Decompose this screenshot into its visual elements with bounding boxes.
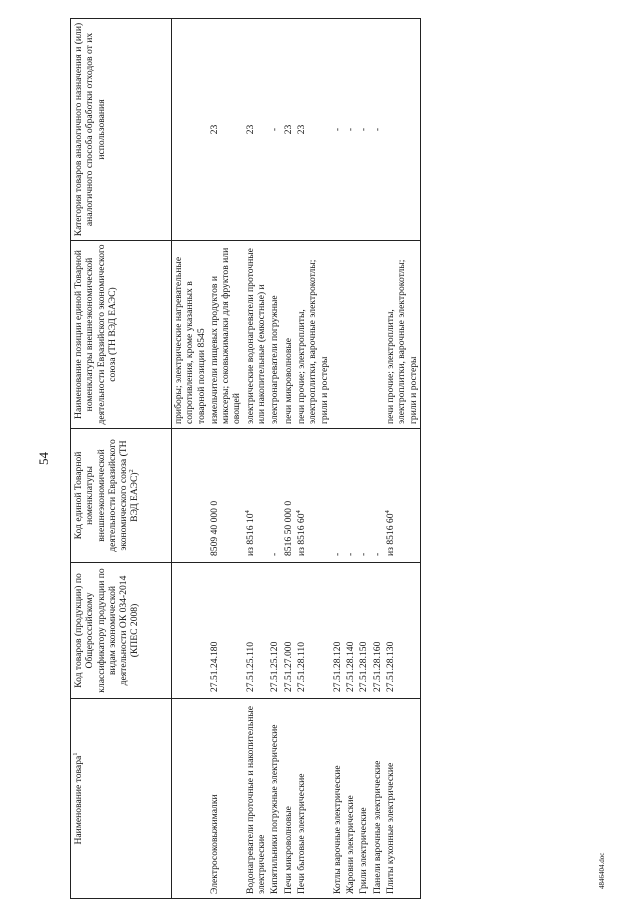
table-row xyxy=(371,19,384,899)
cell-category: - xyxy=(268,19,281,241)
footnote-marker: 4 xyxy=(383,510,391,514)
cell-tn-code: 8509 40 000 0 xyxy=(208,429,244,563)
cell-goods-name: Жаровни электрические xyxy=(344,699,357,899)
cell-okpd-code xyxy=(172,563,208,699)
cell-okpd-code: 27.51.24.180 xyxy=(208,563,244,699)
cell-category: 23 xyxy=(244,19,269,241)
cell-tn-code: из 8516 $10^4$ xyxy=(244,429,269,563)
cell-okpd-code: 27.51.25.120 xyxy=(268,563,281,699)
footnote-marker: 4 xyxy=(243,510,251,514)
cell-tn-code: 8516 50 000 0 xyxy=(282,429,295,563)
cell-okpd-code: 27.51.25.110 xyxy=(244,563,269,699)
table-row xyxy=(357,19,370,899)
cell-okpd-code: 27.51.28.140 xyxy=(344,563,357,699)
column-header-name: Наименование товара$^1$ xyxy=(71,699,172,899)
cell-tn-name xyxy=(371,241,384,429)
cell-goods-name: Печи микроволновые xyxy=(282,699,295,899)
footnote-marker: 4 xyxy=(294,510,302,514)
table-header-row xyxy=(71,19,172,899)
cell-tn-code: - xyxy=(357,429,370,563)
cell-okpd-code: 27.51.28.150 xyxy=(357,563,370,699)
cell-tn-name xyxy=(357,241,370,429)
table-row xyxy=(295,19,331,899)
cell-goods-name: Водонагреватели проточные и накопительные электрические xyxy=(244,699,269,899)
page-number: 54 xyxy=(36,452,51,465)
cell-tn-code: - xyxy=(268,429,281,563)
cell-category: - xyxy=(357,19,370,241)
cell-goods-name: Грили электрические xyxy=(357,699,370,899)
cell-category: - xyxy=(344,19,357,241)
cell-goods-name: Котлы варочные электрические xyxy=(331,699,344,899)
cell-tn-name: печи прочие; электроплиты, электроплитки, варочные электрокотлы; грили и ростеры xyxy=(384,241,420,429)
cell-tn-code xyxy=(172,429,208,563)
table-row xyxy=(331,19,344,899)
table-row xyxy=(344,19,357,899)
table-row xyxy=(172,19,208,899)
column-header-tn-code: Код единой Товарной номенклатуры внешнеэкономической деятельности Евразийского экономического союза (ТН ВЭД ЕАЭС)$^2$ xyxy=(71,429,172,563)
cell-tn-code: - xyxy=(331,429,344,563)
table-row xyxy=(384,19,420,899)
cell-category: - xyxy=(371,19,384,241)
cell-okpd-code: 27.51.28.130 xyxy=(384,563,420,699)
cell-goods-name: Панели варочные электрические xyxy=(371,699,384,899)
cell-okpd-code: 27.51.27.000 xyxy=(282,563,295,699)
cell-tn-name xyxy=(331,241,344,429)
cell-goods-name xyxy=(172,699,208,899)
table-row xyxy=(208,19,244,899)
cell-goods-name: Печи бытовые электрические xyxy=(295,699,331,899)
cell-tn-name: приборы; электрические нагревательные сопротивления, кроме указанных в товарной позиции 8545 xyxy=(172,241,208,429)
cell-tn-name: электрические водонагреватели проточные или накопительные (емкостные) и xyxy=(244,241,269,429)
table-row xyxy=(268,19,281,899)
cell-category xyxy=(172,19,208,241)
table-row xyxy=(282,19,295,899)
table-row xyxy=(244,19,269,899)
document-reference: 4846404.doc xyxy=(598,852,606,889)
cell-tn-code: из 8516 $60^4$ xyxy=(384,429,420,563)
cell-okpd-code: 27.51.28.160 xyxy=(371,563,384,699)
cell-category: 23 xyxy=(295,19,331,241)
cell-goods-name: Электросоковыжималки xyxy=(208,699,244,899)
cell-tn-name: печи прочие; электроплиты, электроплитки, варочные электрокотлы; грили и ростеры xyxy=(295,241,331,429)
column-header-category: Категория товаров аналогичного назначения и (или) аналогичного способа обработки отходов от их использования xyxy=(71,19,172,241)
cell-category: 23 xyxy=(208,19,244,241)
cell-tn-name: электронагреватели погружные xyxy=(268,241,281,429)
table-body xyxy=(172,19,421,899)
cell-tn-name xyxy=(344,241,357,429)
cell-category xyxy=(384,19,420,241)
cell-category: 23 xyxy=(282,19,295,241)
cell-tn-code: из 8516 $60^4$ xyxy=(295,429,331,563)
cell-tn-name: измельчители пищевых продуктов и миксеры; соковыжималки для фруктов или овощей xyxy=(208,241,244,429)
cell-goods-name: Кипятильники погружные электрические xyxy=(268,699,281,899)
column-header-tn-name: Наименование позиции единой Товарной номенклатуры внешнеэкономической деятельности Евразийского экономического союза (ТН ВЭД ЕАЭС) xyxy=(71,241,172,429)
cell-okpd-code: 27.51.28.120 xyxy=(331,563,344,699)
column-header-okpd: Код товаров (продукции) по Общероссийскому классификатору продукции по видам экономической деятельности ОК 034-2014 (КПЕС 2008) xyxy=(71,563,172,699)
cell-tn-code: - xyxy=(371,429,384,563)
cell-tn-code: - xyxy=(344,429,357,563)
cell-okpd-code: 27.51.28.110 xyxy=(295,563,331,699)
cell-tn-name: печи микроволновые xyxy=(282,241,295,429)
cell-goods-name: Плиты кухонные электрические xyxy=(384,699,420,899)
goods-table xyxy=(70,18,421,899)
cell-category: - xyxy=(331,19,344,241)
